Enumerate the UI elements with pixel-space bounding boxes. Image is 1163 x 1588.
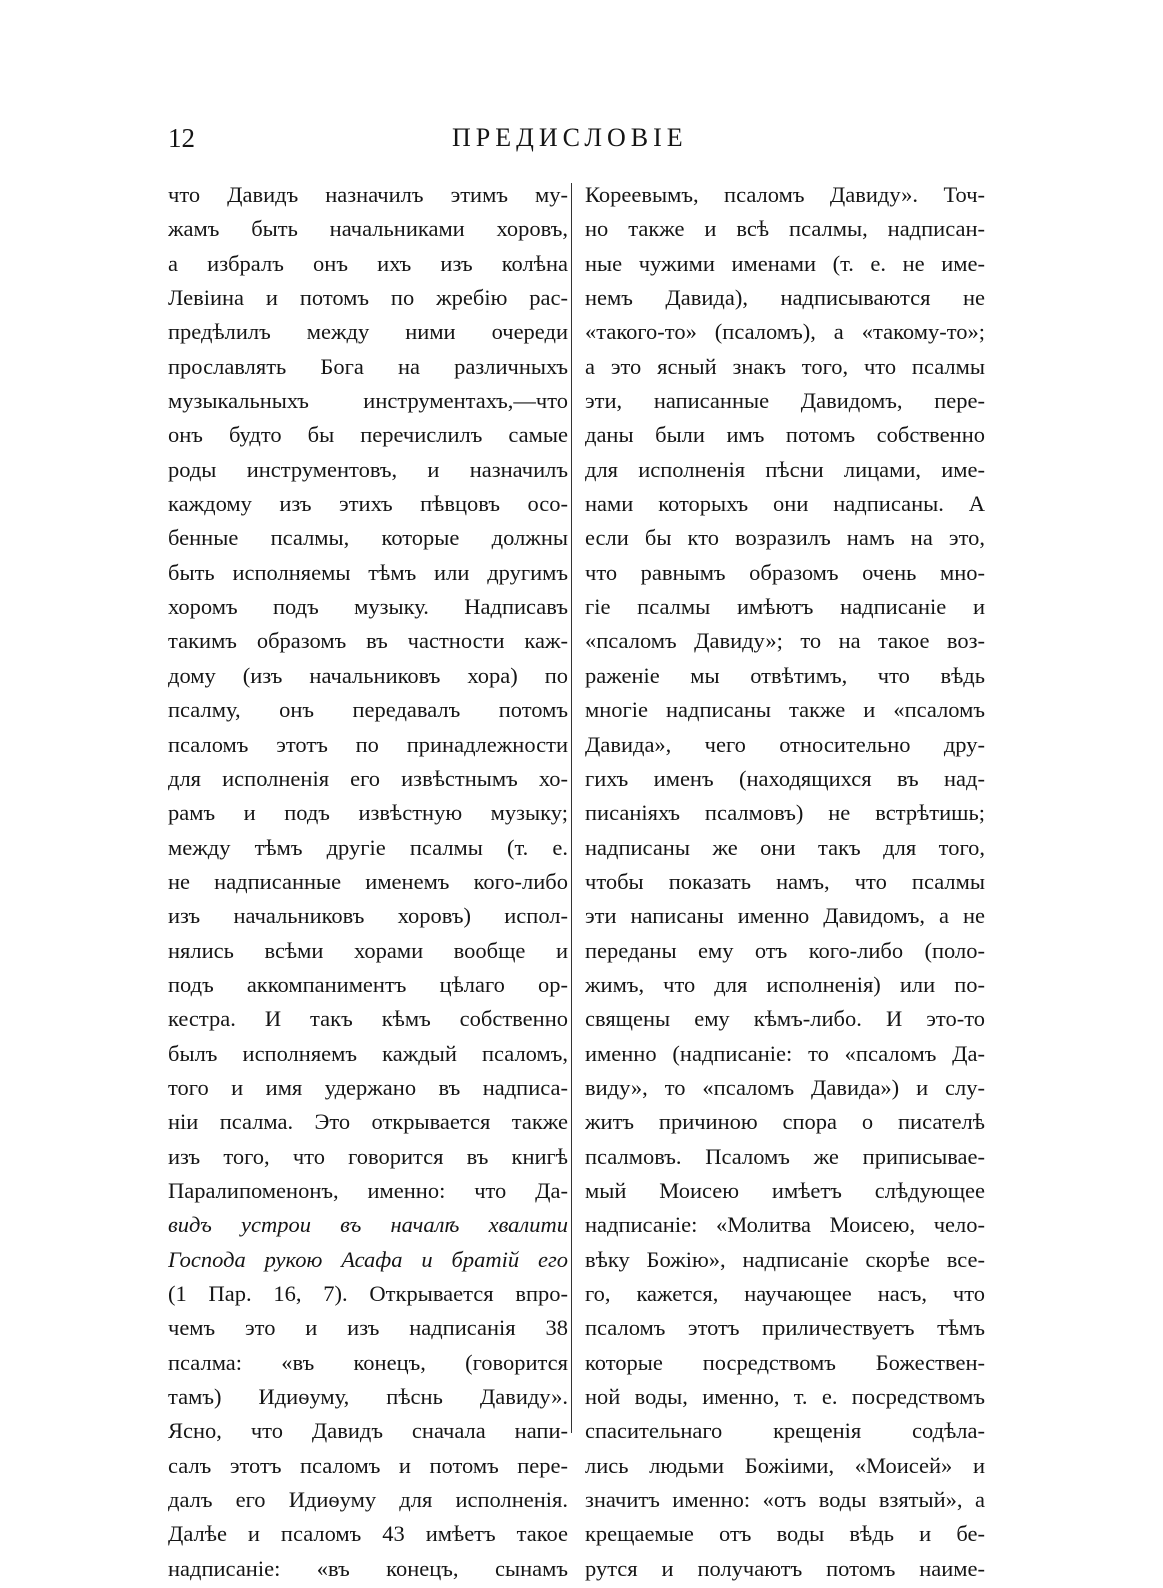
text-line: переданы ему отъ кого-либо (поло-	[585, 937, 985, 963]
text-line: гіе псалмы имѣютъ надписаніе и	[585, 594, 985, 620]
text-line: псалма: «въ конецъ, (говорится	[168, 1349, 568, 1375]
text-line: Господа рукою Асафа и братій его	[168, 1246, 568, 1272]
text-line: изъ начальниковъ хоровъ) испол-	[168, 903, 568, 929]
text-line: салъ этотъ псаломъ и потомъ пере-	[168, 1452, 568, 1478]
text-line: го, кажется, научающее насъ, что	[585, 1281, 985, 1306]
text-line: а это ясный знакъ того, что псалмы	[585, 353, 985, 379]
text-line: раженіе мы отвѣтимъ, что вѣдь	[585, 662, 985, 688]
text-line: крещаемые отъ воды вѣдь и бе-	[585, 1521, 985, 1547]
text-line: псалму, онъ передавалъ потомъ	[168, 697, 568, 723]
text-line: что равнымъ образомъ очень мно-	[585, 559, 985, 585]
text-line: надписаны же они такъ для того,	[585, 834, 985, 860]
text-line: хоромъ подъ музыку. Надписавъ	[168, 594, 568, 620]
text-line: Паралипоменонъ, именно: что Да-	[168, 1177, 568, 1203]
text-line: надписаніе: «Молитва Моисею, чело-	[585, 1212, 985, 1238]
text-line: чтобы показать намъ, что псалмы	[585, 868, 985, 894]
text-line: ной воды, именно, т. е. посредствомъ	[585, 1384, 985, 1410]
text-line: «такого-то» (псаломъ), а «такому-то»;	[585, 319, 985, 345]
text-line: ніи псалма. Это открывается также	[168, 1109, 568, 1135]
text-line: дому (изъ начальниковъ хора) по	[168, 662, 568, 688]
text-line: мый Моисею имѣетъ слѣдующее	[585, 1177, 985, 1203]
text-line: такимъ образомъ въ частности каж-	[168, 628, 568, 654]
text-line: для исполненія его извѣстнымъ хо-	[168, 765, 568, 791]
text-line: эти, написанные Давидомъ, пере-	[585, 388, 985, 414]
text-line: немъ Давида), надписываются не	[585, 285, 985, 311]
text-line: для исполненія пѣсни лицами, име-	[585, 456, 985, 482]
text-line: но также и всѣ псалмы, надписан-	[585, 216, 985, 242]
text-line: жимъ, что для исполненія) или по-	[585, 971, 985, 997]
text-line: нялись всѣми хорами вообще и	[168, 937, 568, 963]
text-line: нами которыхъ они надписаны. А	[585, 491, 985, 517]
text-line: изъ того, что говорится въ книгѣ	[168, 1143, 568, 1169]
text-line: Кореевымъ, псаломъ Давиду». Точ-	[585, 182, 985, 207]
text-line: между тѣмъ другіе псалмы (т. е.	[168, 834, 568, 860]
text-line: если бы кто возразилъ намъ на это,	[585, 525, 985, 551]
text-line: быть исполняемы тѣмъ или другимъ	[168, 559, 568, 585]
text-line: гихъ именъ (находящихся въ над-	[585, 765, 985, 791]
text-line: бенные псалмы, которые должны	[168, 525, 568, 551]
text-line: рамъ и подъ извѣстную музыку;	[168, 800, 568, 826]
text-line: не надписанные именемъ кого-либо	[168, 868, 568, 894]
text-line: тамъ) Идиѳуму, пѣснь Давиду».	[168, 1384, 568, 1410]
text-line: онъ будто бы перечислилъ самые	[168, 422, 568, 448]
text-line: видъ устрои въ началѣ хвалити	[168, 1212, 568, 1238]
text-line: кестра. И такъ кѣмъ собственно	[168, 1006, 568, 1032]
text-line: эти написаны именно Давидомъ, а не	[585, 903, 985, 929]
left-text-column	[168, 178, 568, 1586]
text-line: значитъ именно: «отъ воды взятый», а	[585, 1487, 985, 1513]
text-line: Давида», чего относительно дру-	[585, 731, 985, 757]
text-line: «псаломъ Давиду»; то на такое воз-	[585, 628, 985, 654]
text-line: жамъ быть начальниками хоровъ,	[168, 216, 568, 242]
text-line: а избралъ онъ ихъ изъ колѣна	[168, 250, 568, 276]
text-line: рутся и получаютъ потомъ наиме-	[585, 1555, 985, 1581]
text-line: писаніяхъ псалмовъ) не встрѣтишь;	[585, 800, 985, 826]
text-line: именно (надписаніе: то «псаломъ Да-	[585, 1040, 985, 1066]
text-line: музыкальныхъ инструментахъ,—что	[168, 388, 568, 414]
page-number: 12	[168, 123, 195, 153]
text-line: что Давидъ назначилъ этимъ му-	[168, 182, 568, 207]
column-divider	[571, 183, 572, 1433]
page-title: ПРЕДИСЛОВІЕ	[452, 123, 688, 152]
text-line: вѣку Божію», надписаніе скорѣе все-	[585, 1246, 985, 1272]
text-line: житъ причиною спора о писателѣ	[585, 1109, 985, 1135]
text-line: того и имя удержано въ надписа-	[168, 1074, 568, 1100]
text-line: ные чужими именами (т. е. не име-	[585, 250, 985, 276]
text-line: виду», то «псаломъ Давида») и слу-	[585, 1074, 985, 1100]
text-line: Ясно, что Давидъ сначала напи-	[168, 1418, 568, 1444]
text-line: Далѣе и псаломъ 43 имѣетъ такое	[168, 1521, 568, 1547]
text-line: (1 Пар. 16, 7). Открывается впро-	[168, 1281, 568, 1306]
text-line: спасительнаго крещенія содѣла-	[585, 1418, 985, 1444]
text-line: былъ исполняемъ каждый псаломъ,	[168, 1040, 568, 1066]
text-line: прославлять Бога на различныхъ	[168, 353, 568, 379]
text-line: каждому изъ этихъ пѣвцовъ осо-	[168, 491, 568, 517]
text-line: роды инструментовъ, и назначилъ	[168, 456, 568, 482]
text-line: подъ аккомпаниментъ цѣлаго ор-	[168, 971, 568, 997]
text-line: далъ его Идиѳуму для исполненія.	[168, 1487, 568, 1513]
text-line: которые посредствомъ Божествен-	[585, 1349, 985, 1375]
text-line: Левіина и потомъ по жребію рас-	[168, 285, 568, 311]
text-line: многіе надписаны также и «псаломъ	[585, 697, 985, 723]
text-line: священы ему кѣмъ-либо. И это-то	[585, 1006, 985, 1032]
right-text-column	[585, 178, 985, 1586]
text-line: чемъ это и изъ надписанія 38	[168, 1315, 568, 1341]
text-line: даны были имъ потомъ собственно	[585, 422, 985, 448]
text-line: псаломъ этотъ по принадлежности	[168, 731, 568, 757]
text-line: надписаніе: «въ конецъ, сынамъ	[168, 1555, 568, 1581]
text-line: лись людьми Божіими, «Моисей» и	[585, 1452, 985, 1478]
text-line: предѣлилъ между ними очереди	[168, 319, 568, 345]
text-line: псалмовъ. Псаломъ же приписывае-	[585, 1143, 985, 1169]
text-line: псаломъ этотъ приличествуетъ тѣмъ	[585, 1315, 985, 1341]
